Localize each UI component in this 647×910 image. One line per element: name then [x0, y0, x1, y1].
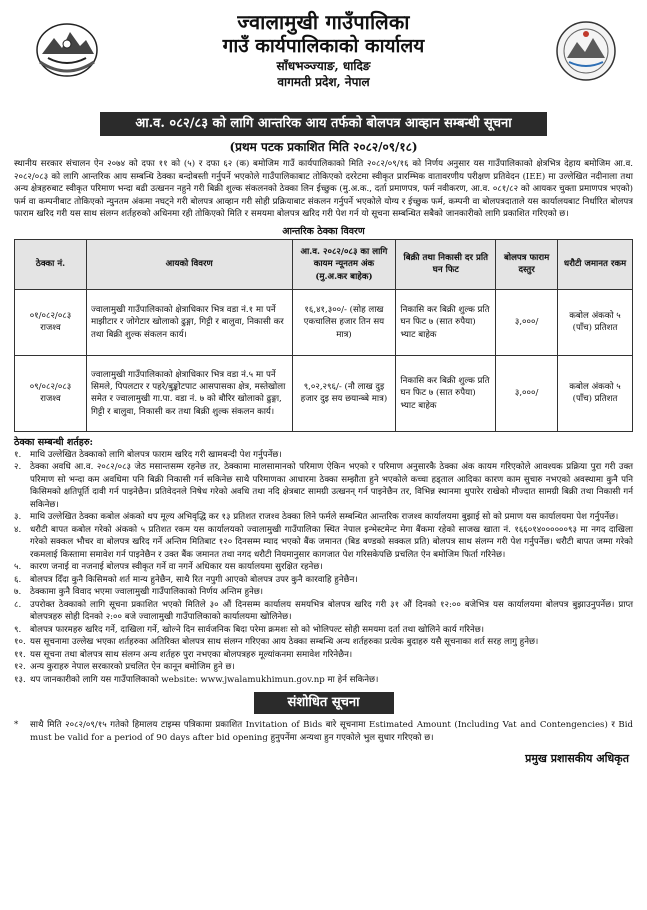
cell-description: ज्वालामुखी गाउँपालिकाको क्षेत्राधिकार भित्र वडा नं.१ मा पर्ने माझीटार र जोगेटार खोलाको ढुङ्गा, गिट्टी र बालुवा, निकासी कर तथा बिक्री शुल्क संकलन कार्य। [86, 289, 292, 355]
cell-form-fee: ३,०००/ [496, 289, 558, 355]
col-header-form-fee: बोलपत्र फाराम दस्तुर [496, 239, 558, 289]
col-header-description: आयको विवरण [86, 239, 292, 289]
condition-text: अन्य कुराहरु नेपाल सरकारको प्रचलित ऐन कानून बमोजिम हुने छ। [30, 662, 235, 673]
conditions-list [14, 449, 633, 687]
condition-number: १३. [14, 674, 26, 685]
condition-number: १२. [14, 662, 26, 673]
cell-minimum-amount: १६,४१,३००/- (सोह लाख एकचालिस हजार तिन सय मात्र) [292, 289, 396, 355]
cell-rate: निकासि कर बिक्री शुल्क प्रति घन फिट ७ (सात रुपैया) भ्याट बाहेक [396, 289, 496, 355]
condition-number: १०. [14, 637, 26, 648]
municipality-logo-icon [555, 20, 617, 82]
condition-text: यस सूचनामा उल्लेख भएका शर्तहरुका अतिरिक्त बोलपत्र साथ संलग्न गरिएका आय ठेक्का सम्बन्धि अन्य शर्तहरुका प्रत्येक बुदाहरु यसै सूचनाका शर्त सरह लागु हुनेछ। [30, 637, 539, 648]
condition-text: माथि उल्लेखित ठेक्काको लागि बोलपत्र फाराम खरिद गरी खामबन्दी पेश गर्नुपर्नेछ। [30, 449, 282, 460]
cell-deposit: कबोल अंकको ५ (पाँच) प्रतिशत [558, 289, 633, 355]
condition-item [14, 649, 633, 662]
condition-text: बोलपत्र फारमहरु खरिद गर्ने, दाखिला गर्ने, खोल्ने दिन सार्वजनिक बिदा परेमा क्रमशः सो को भोलिपल्ट सोही समयमा दर्ता तथा खोलिने कार्य गरिनेछ। [30, 624, 485, 635]
publication-date: (प्रथम पटक प्रकाशित मिति २०८२/०९/१८) [229, 140, 418, 154]
office-name: गाउँ कार्यपालिकाको कार्यालय [222, 35, 425, 57]
intro-paragraph: स्थानीय सरकार संचालन ऐन २०७४ को दफा ११ को (५) र दफा ६२ (क) बमोजिम गाउँ कार्यपालिकाको मिति २०८२/०९/१६ को निर्णय अनुसार यस गाउँपालिकाको क्षेत्रभित्र देहाय बमोजिम आ.व. २०८२/०८३ को लागि आन्तरिक आय सम्बन्धि ठेक्का बन्दोबस्ती गर्नुपर्ने भएकोले गाउँपालिकाबाट तोकिएको दररेटमा स्वीकृत प्रारम्भिक वातावरणीय परीक्षण प्रतिवेदन (IEE) मा उल्लेखित नदीनाला तथा अन्य क्षेत्रहरुबाट स्वीकृत परिमाण भन्दा बढी उत्खनन नहुने गरी बिक्री शुल्क संकलनको ठेक्का लिन ईच्छुक (मु.अ.क., दर्ता प्रमाणपत्र, फर्म नवीकरण, आ.व. ०८१/८२ को आयकर चुक्ता प्रमाणपत्र भएको) फर्म वा कम्पनीबाट तोकिएको न्युनतम अंकमा नघट्ने गरी बोलपत्र आव्हान गरी सोही प्रक्रियाबाट संकलन गर्नुपर्ने भएकोले योग्य र ईच्छुक फर्म, कम्पनी वा बोलपत्रदाताले यस कार्यालयबाट निर्धारित बोलपत्र फाराम खरिद गरी यस साथ संलग्न शर्तहरुको अधिनमा रही तोकिएको मिति र समयमा बोलपत्र खरिद गरी पेश गर्न यो सूचना सम्बन्धित सबैको जानकारीको लागि प्रकाशित गरिएको छ। [14, 159, 633, 220]
condition-number: ७. [14, 587, 22, 598]
amendment-title: संशोधित सूचना [254, 692, 394, 714]
conditions-title: ठेक्का सम्बन्धी शर्तहरु: [14, 436, 94, 448]
condition-number: ९. [14, 624, 22, 635]
condition-item [14, 661, 633, 674]
condition-item [14, 574, 633, 587]
province-name: वागमती प्रदेश, नेपाल [277, 75, 370, 89]
condition-item [14, 561, 633, 574]
letterhead [14, 10, 633, 110]
condition-text: ठेक्का अवधि आ.व. २०८२/०८३ जेठ मसान्तसम्म रहनेछ तर, ठेक्कामा मालसामानको परिमाण ऐकिन भएको र परिमाण अनुसारकै ठेक्का अंक कायम गरिएकोले आवश्यक प्रक्रिया पुरा गरी उक्त परिमाण सो भन्दा कम अवधिमा पनि बिक्री निकासी गर्न सकिनेछ साथै परिमाणका आधारमा ठेक्का सम्झौता हुने भएकोले कच्चा हड्ताल आदिका कारण काम सुचारु नभएको अवस्थामा कुनै पनि किसिमको क्षतिपूर्ति दावी गर्न पाइनेछैन। प्रतिवेदनले निषेध गरेको अवधि तथा नदि क्षेत्रबाट सामग्री उत्खनन् गर्न पाइनेछैन तर, विभिन्न स्थानमा थुपारेर राखेको मौज्दात सामग्री बिक्री तथा निकासी गर्न सकिनेछ। [30, 462, 633, 510]
nepal-emblem-icon [34, 18, 100, 78]
condition-item [14, 511, 633, 524]
condition-number: ८. [14, 599, 22, 610]
table-row [15, 355, 633, 431]
condition-number: ६. [14, 574, 22, 585]
condition-text: ठेक्कामा कुनै विवाद भएमा ज्वालामुखी गाउँपालिकाको निर्णय अन्तिम हुनेछ। [30, 587, 264, 598]
cell-contract-no: ०९/०८२/०८३ राजश्व [15, 355, 87, 431]
cell-contract-no: ०१/०८२/०८३ राजश्व [15, 289, 87, 355]
condition-text: कारण जनाई वा नजनाई बोलपत्र स्वीकृत गर्ने वा नगर्ने अधिकार यस कार्यालयमा सुरक्षित रहनेछ। [30, 562, 323, 573]
contract-table [14, 239, 633, 432]
col-header-minimum-amount: आ.व. २०८२/०८३ का लागि कायम न्यूनतम अंक (मु.अ.कर बाहेक) [292, 239, 396, 289]
cell-rate: निकासि कर बिक्री शुल्क प्रति घन फिट ७ (सात रुपैया) भ्याट बाहेक [396, 355, 496, 431]
amendment-marker: * [14, 720, 19, 731]
condition-text: माथि उल्लेखित ठेक्का कबोल अंकको थप मूल्य अभिवृद्धि कर १३ प्रतिशत राजश्व ठेक्का लिने फर्मले सम्बन्धित आन्तरिक राजश्व कार्यालयमा बुझाई सो को प्रमाण यस कार्यालयमा पेश गर्नुपर्नेछ। [30, 512, 619, 523]
table-header-row [15, 239, 633, 289]
condition-item [14, 461, 633, 511]
condition-item [14, 674, 633, 687]
condition-item [14, 636, 633, 649]
cell-minimum-amount: ९,०२,२९६/- (नौ लाख दुइ हजार दुइ सय छयान्ब्बे मात्र) [292, 355, 396, 431]
cell-description: ज्वालामुखी गाउँपालिकाको क्षेत्राधिकार भित्र वडा नं.५ मा पर्ने सिमले, पिपलटार र पहरे/बुङ्कोटपाट आसपासका क्षेत्र, मस्तेखोला समेत र ज्वालामुखी गा.पा. वडा नं. ७ को बौरिर खोलाको ढुङ्गा, गिट्टी र बालुवा, निकासी कर तथा बिक्री शुल्क संकलन कार्य। [86, 355, 292, 431]
condition-text: उपरोक्त ठेक्काको लागि सूचना प्रकाशित भएको मितिले ३० औं दिनसम्म कार्यालय समयभित्र बोलपत्र खरिद गरी ३१ औं दिनको १२:०० बजेभित्र यस कार्यालयमा बोलपत्र बुझाउनुपर्नेछ। प्राप्त बोलपत्रहरु सोही दिनको २:०० बजे ज्वालामुखी गाउँपालिकाको कार्यालयमा खोलिनेछ। [30, 599, 633, 623]
office-address: साँधभञ्ज्याङ, धादिङ [276, 59, 371, 73]
col-header-contract-no: ठेक्का नं. [15, 239, 87, 289]
signatory-title: प्रमुख प्रशासकीय अधिकृत [525, 752, 629, 766]
condition-number: २. [14, 462, 22, 473]
amendment-text: साथै मिति २०८२/०९/१५ गतेको हिमालय टाइम्स पत्रिकामा प्रकाशित Invitation of Bids बारे सूचनामा Estimated Amount (Including Vat and Contengencies) र Bid must be valid for a period of 90 days after bid opening हुनुपर्नेमा अन्यथा हुन गएकोले भुल सुधार गरिएको छ। [30, 720, 633, 744]
condition-text: बोलपत्र दिँदा कुनै किसिमको शर्त मान्य हुनेछैन, साथै रित नपुगी आएको बोलपत्र उपर कुनै कारवाहि हुनेछैन। [30, 574, 358, 585]
condition-item [14, 449, 633, 462]
cell-form-fee: ३,०००/ [496, 355, 558, 431]
amendment-notice [14, 719, 633, 745]
condition-number: ११. [14, 649, 26, 660]
condition-number: ४. [14, 524, 22, 535]
col-header-deposit: धरौटी जमानत रकम [558, 239, 633, 289]
municipality-name: ज्वालामुखी गाउँपालिका [237, 10, 410, 34]
col-header-rate: बिक्री तथा निकासी दर प्रति घन फिट [396, 239, 496, 289]
notice-title: आ.व. ०८२/८३ को लागि आन्तरिक आय तर्फको बोलपत्र आव्हान सम्बन्धी सूचना [100, 112, 547, 136]
cell-deposit: कबोल अंकको ५ (पाँच) प्रतिशत [558, 355, 633, 431]
condition-text: थप जानकारीको लागि यस गाउँपालिकाको website: www.jwalamukhimun.gov.np मा हेर्न सकिनेछ। [30, 674, 379, 685]
condition-item [14, 586, 633, 599]
table-caption: आन्तरिक ठेक्का विवरण [282, 225, 365, 237]
condition-number: १. [14, 449, 22, 460]
condition-number: ३. [14, 512, 22, 523]
condition-item [14, 524, 633, 562]
condition-item [14, 599, 633, 624]
condition-text: यस सूचना तथा बोलपत्र साथ संलग्न अन्य शर्तहरु पुरा नभएका बोलपत्रहरु मूल्यांकनमा समावेश गरिनेछैन। [30, 649, 353, 660]
condition-number: ५. [14, 562, 22, 573]
condition-text: धरौटी बापत कबोल गरेको अंकको ५ प्रतिशत रकम यस कार्यालयको ज्वालामुखी गाउँपालिका स्थित नेपाल इन्भेस्टमेन्ट मेगा बैंकमा रहेको साजख खाता नं. १६६०१४००००००९३ मा नगद दाखिला गरेको सक्कल भौचर वा बोलपत्र खरिद गर्ने अन्तिम मितिबाट १२० दिनसम्म म्याद भएको बैंक जमानत (बिड बण्डको सक्कल प्रति) बोलपत्र साथ संलग्न गरी पेश गर्नुपर्नेछ। धरौटी बापत जम्मा गरेको रकमलाई किस्तामा समावेश गर्न पाइनेछैन र उक्त बैंक जमानत तथा नगद धरौटी नियमानुसार कागजात पेश गरिसकेपछि प्रचलित ऐन बमोजिम फिर्ता गरिनेछ। [30, 524, 633, 560]
condition-item [14, 624, 633, 637]
table-row [15, 289, 633, 355]
